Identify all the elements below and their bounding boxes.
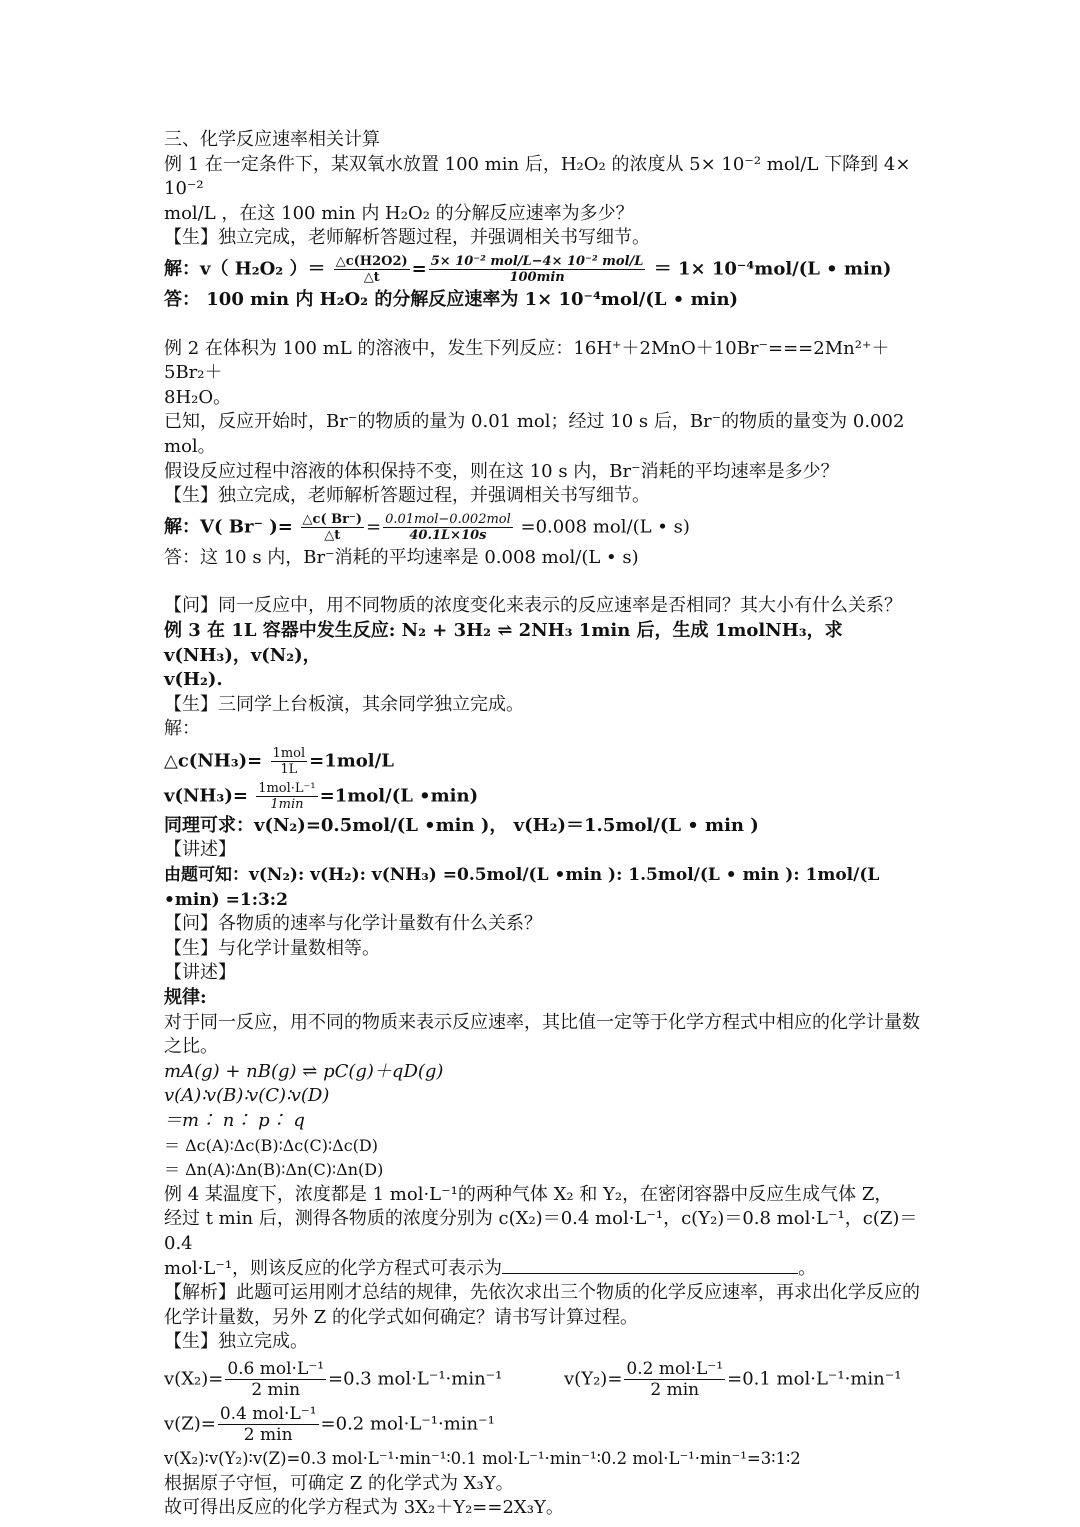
ex4-vz — [164, 1404, 924, 1445]
ex1-solution: 解：v（ H₂O₂ ）＝ $\frac{\triangle c(H2O2)}{\triangle t}$ = $\frac{\text{5× 10⁻² mol/L−4× 10⁻² mol/L}}{100\min}$ ＝ 1× 10⁻⁴mol/(L • min) — [164, 253, 892, 285]
ex1-sol-prefix: 解：v（ H₂O₂ ）＝ — [164, 258, 326, 280]
ex2-frac1-num: △c( Br⁻) — [302, 511, 362, 527]
ex2-frac1-den: △t — [324, 527, 341, 543]
ex4-question-line3 — [164, 1257, 924, 1282]
rule-delta-n: ＝ Δn(A)∶Δn(B)∶Δn(C)∶Δn(D) — [164, 1160, 384, 1180]
ex4-atom-conservation: 根据原子守恒，可确定 Z 的化学式为 X₃Y。 — [164, 1472, 514, 1494]
ex4-vx-result: =0.3 mol·L⁻¹·min⁻¹ — [328, 1368, 503, 1390]
ex1-frac2 — [429, 254, 646, 285]
ex2-frac2-den: 40.1L×10s — [409, 527, 487, 543]
ex4-vy-num: 0.2 mol·L⁻¹ — [626, 1358, 724, 1379]
ex4-vy-prefix: v(Y₂)= — [564, 1368, 623, 1390]
ex3-delta-c — [164, 746, 924, 777]
ex4-rates-row — [164, 1359, 924, 1400]
ex2-frac2 — [383, 512, 513, 543]
ex1-question-line2: mol/L ，在这 100 min 内 H₂O₂ 的分解反应速率为多少？ — [164, 202, 634, 224]
ex3-dc-frac — [271, 746, 308, 777]
ex4-student-note: 【生】独立完成。 — [164, 1331, 308, 1353]
rule-equation: mA(g) + nB(g) ⇌ pC(g)＋qD(g) — [164, 1060, 444, 1082]
ex3-dc-prefix: △c(NH₃)= — [164, 750, 263, 772]
ex4-vy-den: 2 min — [650, 1379, 700, 1400]
ex1-frac2-den: 100min — [509, 269, 565, 285]
ex3-v-den: 1min — [270, 796, 304, 812]
ex1-sol-result: ＝ 1× 10⁻⁴mol/(L • min) — [653, 258, 892, 280]
rule-rate-ratio: v(A)∶v(B)∶v(C)∶v(D) — [164, 1085, 330, 1107]
ex4-vz-frac — [218, 1404, 319, 1445]
document-body — [164, 128, 924, 1521]
ex2-frac1 — [301, 512, 364, 543]
ex1-answer: 答： 100 min 内 H₂O₂ 的分解反应速率为 1× 10⁻⁴mol/(L • min) — [164, 288, 739, 310]
ex4-question-line1: 例 4 某温度下，浓度都是 1 mol·L⁻¹的两种气体 X₂ 和 Y₂，在密闭容器中反应生成气体 Z， — [164, 1183, 893, 1205]
ex1-student-note: 【生】独立完成，老师解析答题过程，并强调相关书写细节。 — [164, 227, 650, 249]
question-same-reaction: 【问】同一反应中，用不同物质的浓度变化来表示的反应速率是否相同？其大小有什么关系？ — [164, 595, 902, 617]
ex3-dc-den: 1L — [280, 761, 298, 777]
answer-blank — [502, 1257, 798, 1274]
ex1-question-line1: 例 1 在一定条件下，某双氧水放置 100 min 后，H₂O₂ 的浓度从 5× 10⁻² mol/L 下降到 4× 10⁻² — [164, 153, 911, 200]
ex2-question-line2: 8H₂O。 — [164, 386, 232, 408]
ex3-student-answer: 【生】与化学计量数相等。 — [164, 937, 380, 959]
ex3-v-frac — [256, 781, 317, 812]
ex4-vz-num: 0.4 mol·L⁻¹ — [219, 1403, 317, 1424]
ex4-vy-frac — [624, 1359, 725, 1400]
ex4-q3-end: 。 — [798, 1257, 817, 1279]
section-title: 三、化学反应速率相关计算 — [164, 129, 380, 150]
ex4-final-equation: 故可得出反应的化学方程式为 3X₂＋Y₂==2X₃Y。 — [164, 1497, 564, 1519]
ex2-question-line4: 假设反应过程中溶液的体积保持不变，则在这 10 s 内，Br⁻消耗的平均速率是多少？ — [164, 460, 839, 482]
ex3-dc-result: =1mol/L — [309, 750, 394, 772]
ex4-vx-prefix: v(X₂)= — [164, 1368, 224, 1390]
spacer — [164, 570, 924, 594]
ex3-v-num: 1mol·L⁻¹ — [258, 780, 316, 796]
ex3-dc-num: 1mol — [272, 745, 306, 761]
ex3-v-nh3 — [164, 781, 924, 812]
ex4-vz-result: =0.2 mol·L⁻¹·min⁻¹ — [320, 1413, 495, 1435]
ex3-lecture2: 【讲述】 — [164, 962, 236, 984]
ex2-answer: 答：这 10 s 内，Br⁻消耗的平均速率是 0.008 mol/(L • s) — [164, 546, 639, 568]
ex2-question-line3: 已知，反应开始时，Br⁻的物质的量为 0.01 mol；经过 10 s 后，Br⁻的物质的量变为 0.002 mol。 — [164, 411, 905, 457]
ex4-vy-result: =0.1 mol·L⁻¹·min⁻¹ — [727, 1368, 902, 1390]
ex4-ratio: v(X₂)∶v(Y₂)∶v(Z)=0.3 mol·L⁻¹·min⁻¹∶0.1 mol·L⁻¹·min⁻¹∶0.2 mol·L⁻¹·min⁻¹=3∶1∶2 — [164, 1448, 801, 1468]
ex4-vz-prefix: v(Z)= — [164, 1413, 216, 1435]
ex2-sol-result: =0.008 mol/(L • s) — [520, 516, 690, 538]
ex4-q3-text: mol·L⁻¹，则该反应的化学方程式可表示为 — [164, 1257, 503, 1279]
rule-text: 对于同一反应，用不同的物质来表示反应速率，其比值一定等于化学方程式中相应的化学计量数之比。 — [164, 1011, 920, 1058]
ex3-ratio: 由题可知：v(N₂): v(H₂): v(NH₃) =0.5mol/(L •min ): 1.5mol/(L • min ): 1mol/(L •min) =1:3:2 — [164, 865, 880, 910]
rule-delta-c: ＝ Δc(A)∶Δc(B)∶Δc(C)∶Δc(D) — [164, 1135, 378, 1155]
ex4-question-line2: 经过 t min 后，测得各物质的浓度分别为 c(X₂)＝0.4 mol·L⁻¹，c(Y₂)＝0.8 mol·L⁻¹，c(Z)＝0.4 — [164, 1208, 918, 1254]
ex3-solution-label: 解： — [164, 718, 200, 740]
ex4-vx — [164, 1359, 564, 1400]
ex2-student-note: 【生】独立完成，老师解析答题过程，并强调相关书写细节。 — [164, 485, 650, 507]
ex1-frac1-den: △t — [363, 269, 380, 285]
ex1-frac1-num: △c(H2O2) — [335, 253, 408, 269]
ex4-vz-den: 2 min — [243, 1424, 293, 1445]
ex3-v-prefix: v(NH₃)= — [164, 785, 248, 807]
ex4-vx-num: 0.6 mol·L⁻¹ — [227, 1358, 325, 1379]
ex2-sol-prefix: 解：V( Br⁻ )= — [164, 516, 293, 538]
rule-coefficients: ＝m∶ n∶ p∶ q — [164, 1110, 305, 1131]
ex3-question-line2: v(H₂). — [164, 669, 223, 691]
ex3-lecture: 【讲述】 — [164, 839, 236, 861]
rule-title: 规律: — [164, 987, 207, 1009]
ex2-frac2-num: 0.01mol−0.002mol — [385, 511, 511, 527]
ex3-question-relation: 【问】各物质的速率与化学计量数有什么关系？ — [164, 913, 542, 935]
ex3-question-line1: 例 3 在 1L 容器中发生反应: N₂ + 3H₂ ⇌ 2NH₃ 1min 后，生成 1molNH₃，求 v(NH₃)，v(N₂)， — [164, 619, 843, 666]
ex2-solution: 解：V( Br⁻ )= $\frac{\triangle c( Br^-)}{\triangle t}$ = $\frac{\text{0.01mol−0.002mol}}{40.1L\times 10s}$ =0.008 mol/(L • s) — [164, 511, 690, 543]
spacer — [164, 313, 924, 337]
ex1-frac2-num: 5× 10⁻² mol/L−4× 10⁻² mol/L — [430, 253, 644, 269]
ex4-vx-den: 2 min — [251, 1379, 301, 1400]
ex2-question-line1: 例 2 在体积为 100 mL 的溶液中，发生下列反应：16H⁺＋2MnO＋10Br⁻===2Mn²⁺＋5Br₂＋ — [164, 337, 890, 384]
ex4-analysis: 【解析】此题可运用刚才总结的规律，先依次求出三个物质的化学反应速率，再求出化学反应的化学计量数，另外 Z 的化学式如何确定？请书写计算过程。 — [164, 1282, 920, 1328]
ex1-frac1 — [334, 254, 410, 285]
ex3-same-method: 同理可求：v(N₂)=0.5mol/(L •min )， v(H₂)＝1.5mol/(L • min ) — [164, 814, 759, 836]
ex3-student-note: 【生】三同学上台板演，其余同学独立完成。 — [164, 693, 524, 715]
ex3-v-result: =1mol/(L •min) — [319, 785, 479, 807]
ex4-vy — [564, 1359, 901, 1400]
ex4-vx-frac — [225, 1359, 326, 1400]
